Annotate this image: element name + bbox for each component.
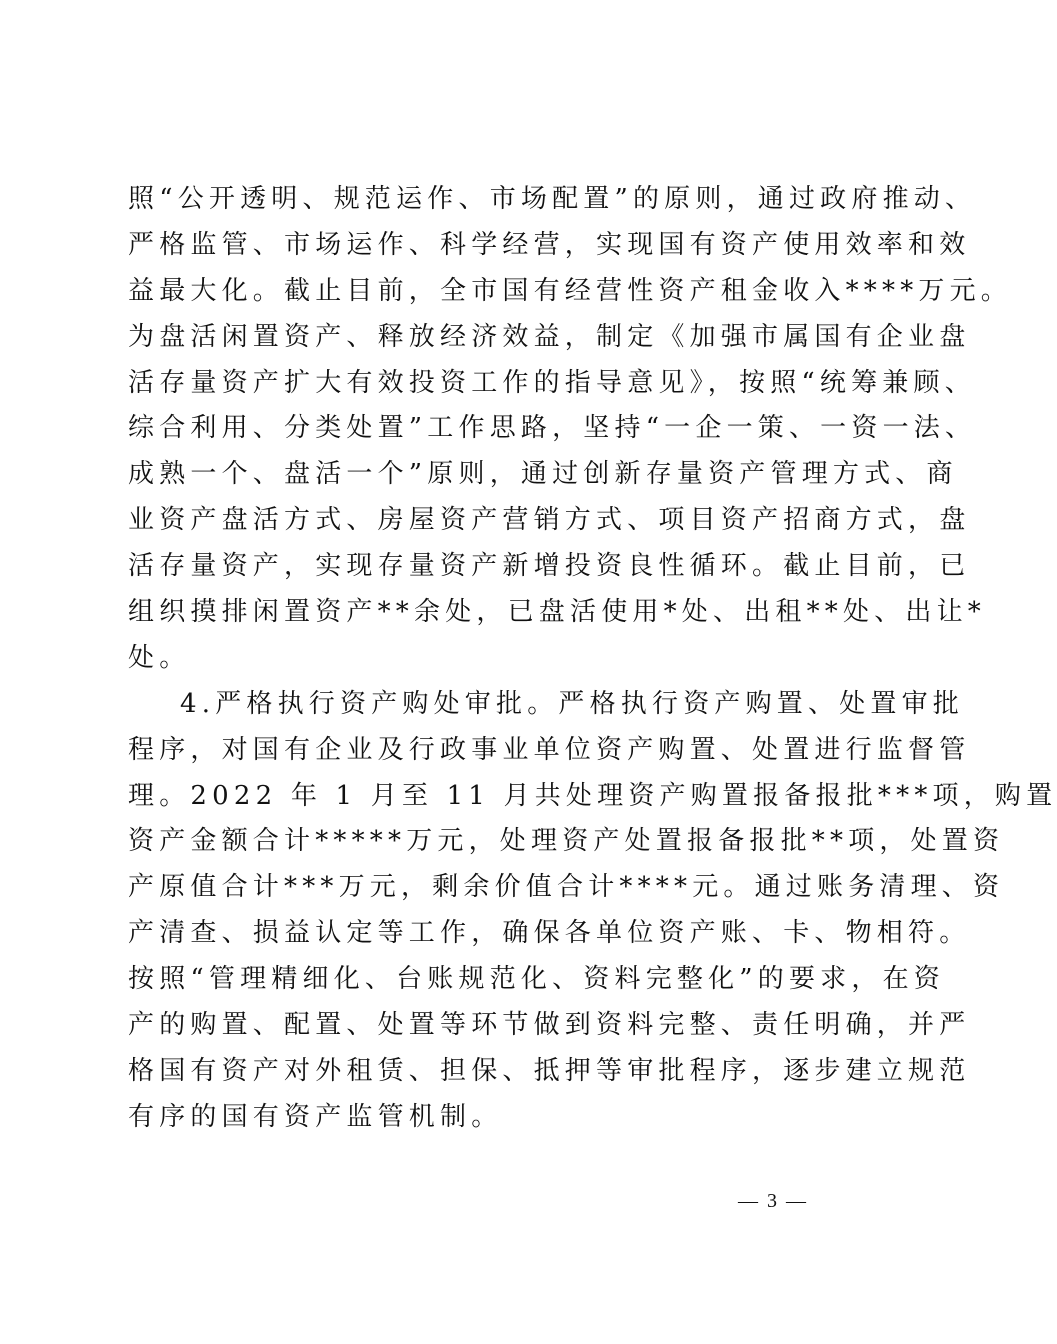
text-line: 照“公开透明、规范运作、市场配置”的原则，通过政府推动、 (128, 184, 977, 214)
text-line: 有序的国有资产监管机制。 (128, 1101, 503, 1132)
text-line: 活存量资产扩大有效投资工作的指导意见》，按照“统筹兼顾、 (128, 367, 976, 398)
text-line: 业资产盘活方式、房屋资产营销方式、项目资产招商方式，盘 (128, 505, 971, 536)
text-line: 为盘活闲置资产、释放经济效益，制定《加强市属国有企业盘 (128, 321, 971, 352)
text-line: 益最大化。截止目前，全市国有经营性资产租金收入****万元。 (128, 275, 1013, 306)
text-line: 成熟一个、盘活一个”原则，通过创新存量资产管理方式、商 (128, 459, 958, 490)
section-heading-line: 4.严格执行资产购处审批。严格执行资产购置、处置审批 (180, 688, 965, 719)
text-line: 按照“管理精细化、台账规范化、资料完整化”的要求，在资 (128, 964, 945, 995)
text-line: 产清查、损益认定等工作，确保各单位资产账、卡、物相符。 (128, 918, 971, 949)
text-line: 程序，对国有企业及行政事业单位资产购置、处置进行监督管 (128, 734, 971, 765)
paragraph-section-4 (128, 682, 1057, 1141)
paragraph-continuation (128, 177, 1013, 682)
text-line: 资产金额合计*****万元，处理资产处置报备报批**项，处置资 (128, 826, 1005, 857)
text-line: 组织摸排闲置资产**余处，已盘活使用*处、出租**处、出让* (128, 597, 987, 628)
page-number: — 3 — (738, 1190, 808, 1212)
text-line: 格国有资产对外租赁、担保、抵押等审批程序，逐步建立规范 (128, 1055, 971, 1086)
text-line: 严格监管、市场运作、科学经营，实现国有资产使用效率和效 (128, 229, 971, 260)
text-line: 理。2022 年 1 月至 11 月共处理资产购置报备报批***项，购置 (128, 780, 1057, 811)
text-line: 产的购置、配置、处置等环节做到资料完整、责任明确，并严 (128, 1010, 971, 1041)
text-line: 综合利用、分类处置”工作思路，坚持“一企一策、一资一法、 (128, 413, 977, 444)
text-line: 处。 (128, 642, 191, 673)
text-line: 产原值合计***万元，剩余价值合计****元。通过账务清理、资 (128, 872, 1005, 903)
document-body (128, 177, 1057, 1141)
text-line: 活存量资产，实现存量资产新增投资良性循环。截止目前，已 (128, 551, 971, 582)
